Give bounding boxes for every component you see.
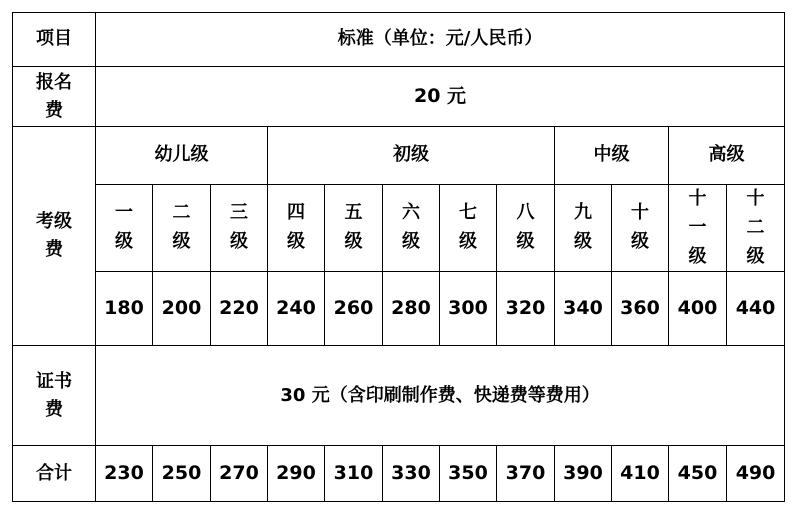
exam-fee-cell: 240	[268, 272, 325, 346]
grade-cell: 二 级	[153, 185, 211, 272]
total-cell: 250	[153, 446, 211, 502]
total-cell: 370	[497, 446, 555, 502]
total-cell: 230	[96, 446, 153, 502]
grade-cell: 一 级	[96, 185, 153, 272]
total-cell: 490	[727, 446, 785, 502]
exam-fee-row	[13, 272, 785, 346]
exam-fee-cell: 360	[612, 272, 669, 346]
item-header: 项目	[13, 13, 96, 67]
fee-table	[12, 12, 785, 502]
total-cell: 290	[268, 446, 325, 502]
registration-value: 20 元	[96, 67, 785, 127]
grade-cell: 四 级	[268, 185, 325, 272]
total-cell: 270	[211, 446, 268, 502]
grade-cell: 十 级	[612, 185, 669, 272]
certificate-value: 30 元（含印刷制作费、快递费等费用）	[96, 346, 785, 446]
grade-cell: 十 二 级	[727, 185, 785, 272]
group-preschool: 幼儿级	[96, 127, 268, 185]
registration-row	[13, 67, 785, 127]
exam-group-row	[13, 127, 785, 185]
group-beginner: 初级	[268, 127, 555, 185]
grade-cell: 八 级	[497, 185, 555, 272]
total-cell: 390	[555, 446, 612, 502]
exam-fee-cell: 200	[153, 272, 211, 346]
total-row	[13, 446, 785, 502]
exam-fee-cell: 340	[555, 272, 612, 346]
total-cell: 310	[325, 446, 383, 502]
exam-fee-cell: 440	[727, 272, 785, 346]
exam-fee-cell: 300	[440, 272, 497, 346]
certificate-label: 证书 费	[13, 346, 96, 446]
grade-cell: 七 级	[440, 185, 497, 272]
group-intermediate: 中级	[555, 127, 669, 185]
total-cell: 450	[669, 446, 727, 502]
certificate-row	[13, 346, 785, 446]
exam-fee-cell: 260	[325, 272, 383, 346]
group-advanced: 高级	[669, 127, 785, 185]
grade-cell: 三 级	[211, 185, 268, 272]
exam-fee-cell: 320	[497, 272, 555, 346]
exam-fee-cell: 280	[383, 272, 440, 346]
total-label: 合计	[13, 446, 96, 502]
exam-label: 考级 费	[13, 127, 96, 346]
grade-cell: 六 级	[383, 185, 440, 272]
total-cell: 350	[440, 446, 497, 502]
total-cell: 410	[612, 446, 669, 502]
grade-row	[13, 185, 785, 272]
total-cell: 330	[383, 446, 440, 502]
exam-fee-cell: 220	[211, 272, 268, 346]
grade-cell: 十 一 级	[669, 185, 727, 272]
exam-fee-cell: 180	[96, 272, 153, 346]
registration-label: 报名 费	[13, 67, 96, 127]
standard-header: 标准（单位：元/人民币）	[96, 13, 785, 67]
header-row	[13, 13, 785, 67]
grade-cell: 五 级	[325, 185, 383, 272]
grade-cell: 九 级	[555, 185, 612, 272]
exam-fee-cell: 400	[669, 272, 727, 346]
